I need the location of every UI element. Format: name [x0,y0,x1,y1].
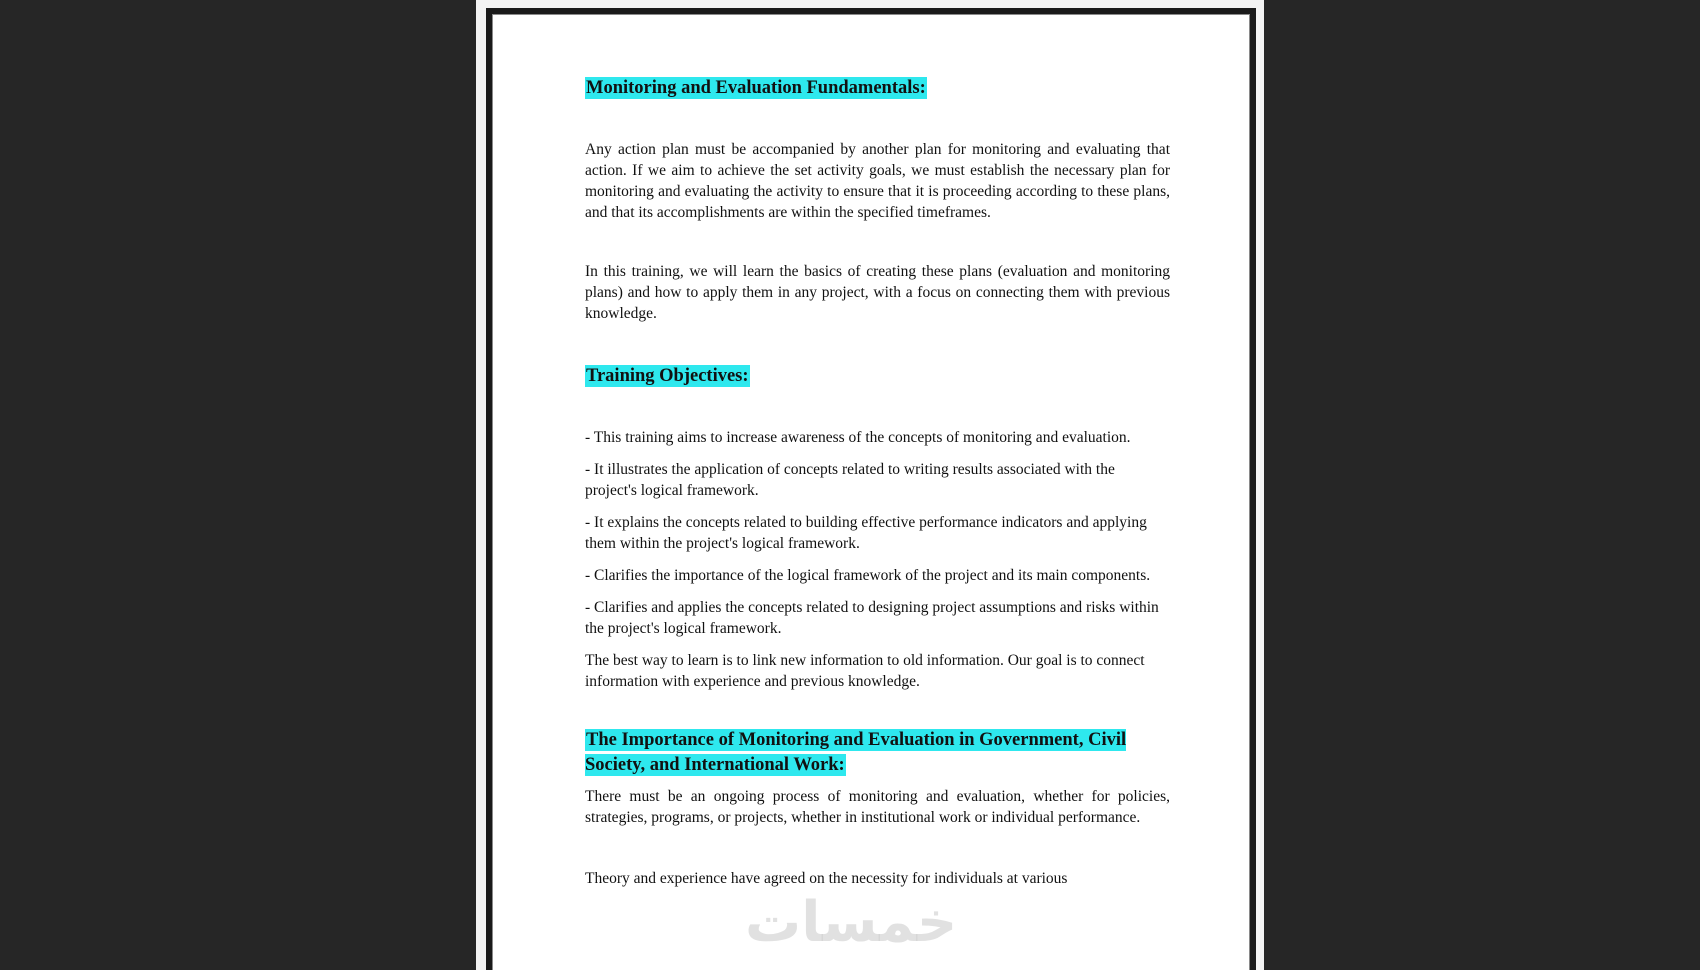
page-content [585,76,1170,889]
paragraph-ongoing-process: There must be an ongoing process of monitoring and evaluation, whether for policies, strategies, programs, or projects, whether in institutional work or individual performance. [585,788,1170,826]
objective-item: - It illustrates the application of concepts related to writing results associated with the project's logical framework. [585,461,1115,499]
watermark-logo: خمسات [745,890,958,955]
objective-item: - It explains the concepts related to building effective performance indicators and applying them within the project's logical framework. [585,514,1147,552]
heading-importance-wrap [585,728,1170,778]
document-page [486,8,1256,970]
heading-fundamentals-wrap [585,76,1170,101]
objective-item: - Clarifies and applies the concepts related to designing project assumptions and risks within the project's logical framework. [585,599,1159,637]
heading-importance: The Importance of Monitoring and Evaluation in Government, Civil Society, and International Work: [585,730,1127,775]
heading-fundamentals: Monitoring and Evaluation Fundamentals: [586,78,926,98]
heading-objectives-wrap [585,364,1170,389]
objective-item: - This training aims to increase awareness of the concepts of monitoring and evaluation. [585,429,1131,446]
paragraph-action-plan: Any action plan must be accompanied by another plan for monitoring and evaluating that action. If we aim to achieve the set activity goals, we must establish the necessary plan for monitoring and evaluating the activity to ensure that it is proceeding according to these plans, and that its accomplishments are within the specified timeframes. [585,141,1170,221]
objective-item: - Clarifies the importance of the logical framework of the project and its main components. [585,567,1151,584]
paragraph-theory-partial: Theory and experience have agreed on the necessity for individuals at various [585,870,1068,887]
paragraph-training-basics: In this training, we will learn the basics of creating these plans (evaluation and monitoring plans) and how to apply them in any project, with a focus on connecting them with previous knowledge. [585,263,1170,322]
heading-objectives: Training Objectives: [586,366,749,386]
paragraph-best-way: The best way to learn is to link new information to old information. Our goal is to connect information with experience and previous knowledge. [585,652,1145,690]
